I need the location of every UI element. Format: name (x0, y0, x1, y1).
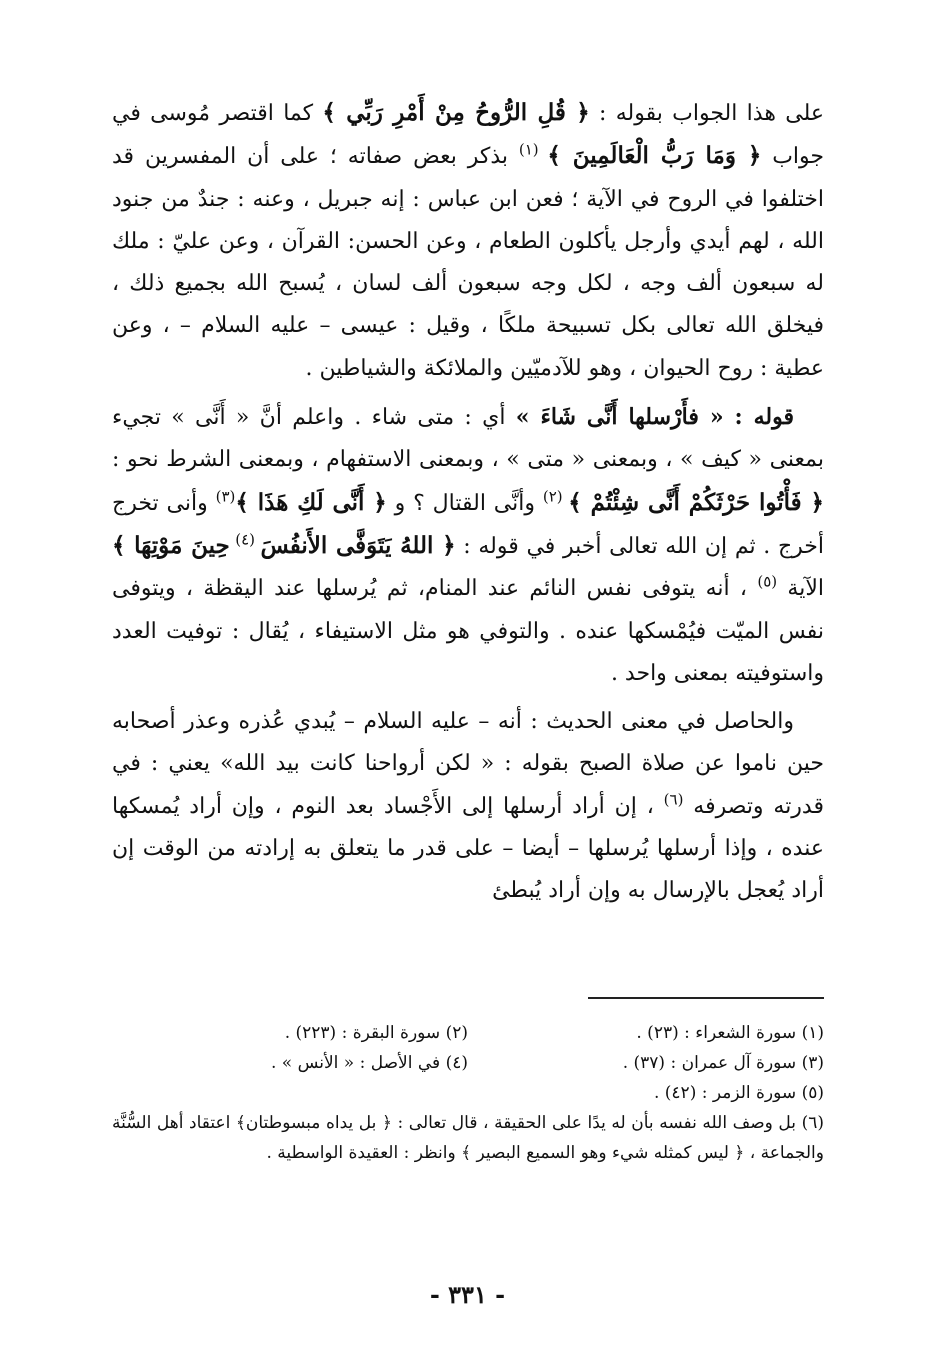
footnote-row-1 (112, 1018, 824, 1048)
quran-verse: ﴿ فَأْتُوا حَرْثَكُمْ أَنَّى شِئْتُمْ ﴾ (568, 488, 825, 516)
footnote-separator (588, 997, 824, 999)
text-run: ، إن أراد أرسلها إلى الأَجْساد بعد النوم ، وإن أراد يُمسكها عنده ، وإذا أرسلها يُرسلها – أيضا – على قدر ما يتعلق به إرادته من الوقت إن أراد يُعجل بالإرسال به وإن أراد يُبطئ (112, 793, 824, 904)
text-run: والحاصل في معنى الحديث : أنه – عليه السلام – يُبدي عُذره وعذر أصحابه حين ناموا عن صلاة الصبح بقوله : « لكن أرواحنا كانت بيد الله» يعني : في قدرته وتصرفه (112, 709, 824, 819)
footnote-ref: (١) (518, 140, 548, 159)
text-run: بذكر بعض صفاته ؛ على أن المفسرين قد اختلفوا في الروح في الآية ؛ فعن ابن عباس : إنه جبريل ، وعنه : جندٌ من جنود الله ، لهم أيدي وأرجل يأكلون الطعام ، وعن الحسن: القرآن ، وعن عليّ : ملك له سبعون ألف وجه ، لكل وجه سبعون ألف لسان ، يُسبح الله بجميع ذلك ، فيخلق الله تعالى بكل تسبيحة ملكًا ، وقيل : عيسى – عليه السلام – ، وعن عطية : روح الحيوان ، وهو للآدميّين والملائكة والشياطين . (112, 144, 824, 381)
paragraph-1 (112, 92, 824, 390)
footnote-ref: (٣) (215, 487, 236, 506)
text-run: وأنى تخرج أخرج . ثم إن الله تعالى أخبر في قوله : (112, 490, 824, 559)
text-run: ، أنه يتوفى نفس النائم عند المنام، ثم يُرسلها عند اليقظة ، ويتوفى نفس الميّت فيُمْسكها عنده . والتوفي هو مثل الاستيفاء ، يُقال : توفيت العدد واستوفيته بمعنى واحد . (112, 576, 824, 686)
footnote-row-3 (112, 1078, 824, 1108)
main-text (112, 92, 824, 913)
text-run: على هذا الجواب بقوله : (589, 101, 824, 126)
quran-verse: ﴿ أَنَّى لَكِ هَذَا ﴾ (235, 488, 387, 516)
paragraph-2 (112, 396, 824, 695)
text-run: وأنَّى القتال ؟ و (386, 490, 543, 516)
footnote-ref: (٤) (229, 530, 261, 549)
quran-verse: حِينَ مَوْتِهَا ﴾ (112, 531, 230, 559)
footnote-ref: (٥) (757, 572, 778, 591)
quran-verse: ﴿ اللهُ يَتَوَفَّى الأَنفُسَ (260, 531, 456, 559)
text-run: أي : متى شاء . واعلم أنَّ « أَنَّى » تجيء بمعنى « كيف » ، وبمعنى « متى » ، وبمعنى الاستفهام ، وبمعنى الشرط نحو : (112, 405, 824, 473)
page-number: - ٣٣١ - (429, 1280, 506, 1309)
paragraph-3 (112, 701, 824, 912)
footnote-3: (٣) سورة آل عمران : (٣٧) . (622, 1053, 824, 1073)
footnote-row-2 (112, 1048, 824, 1078)
quran-verse: ﴿ وَمَا رَبُّ الْعَالَمِينَ ﴾ (547, 142, 762, 170)
footnote-ref: (٦) (663, 790, 684, 809)
footnote-ref: (٢) (542, 487, 569, 506)
footnote-5: (٥) سورة الزمر : (٤٢) . (653, 1083, 824, 1103)
text-run: الآية (777, 576, 824, 602)
footnote-4: (٤) في الأصل : « الأنس » . (270, 1053, 468, 1073)
footnote-1: (١) سورة الشعراء : (٢٣) . (636, 1023, 824, 1043)
footnotes (112, 1018, 824, 1168)
footnote-6: (٦) بل وصف الله نفسه بأن له يدًا على الحقيقة ، قال تعالى : ﴿ بل يداه مبسوطتان﴾ اعتقاد أهل السُّنَّة والجماعة ، ﴿ ليس كمثله شيء وهو السميع البصير ﴾ وانظر : العقيدة الواسطية . (112, 1113, 824, 1163)
text-run: كما اقتصر مُوسى في جواب (112, 101, 825, 170)
footnote-2: (٢) سورة البقرة : (٢٢٣) . (284, 1023, 468, 1043)
quran-verse: ﴿ قُلِ الرُّوحُ مِنْ أَمْرِ رَبِّي ﴾ (322, 99, 590, 126)
hadith-lead: قوله : « فأَرْسلها أَنَّى شَاءَ » (515, 404, 794, 431)
